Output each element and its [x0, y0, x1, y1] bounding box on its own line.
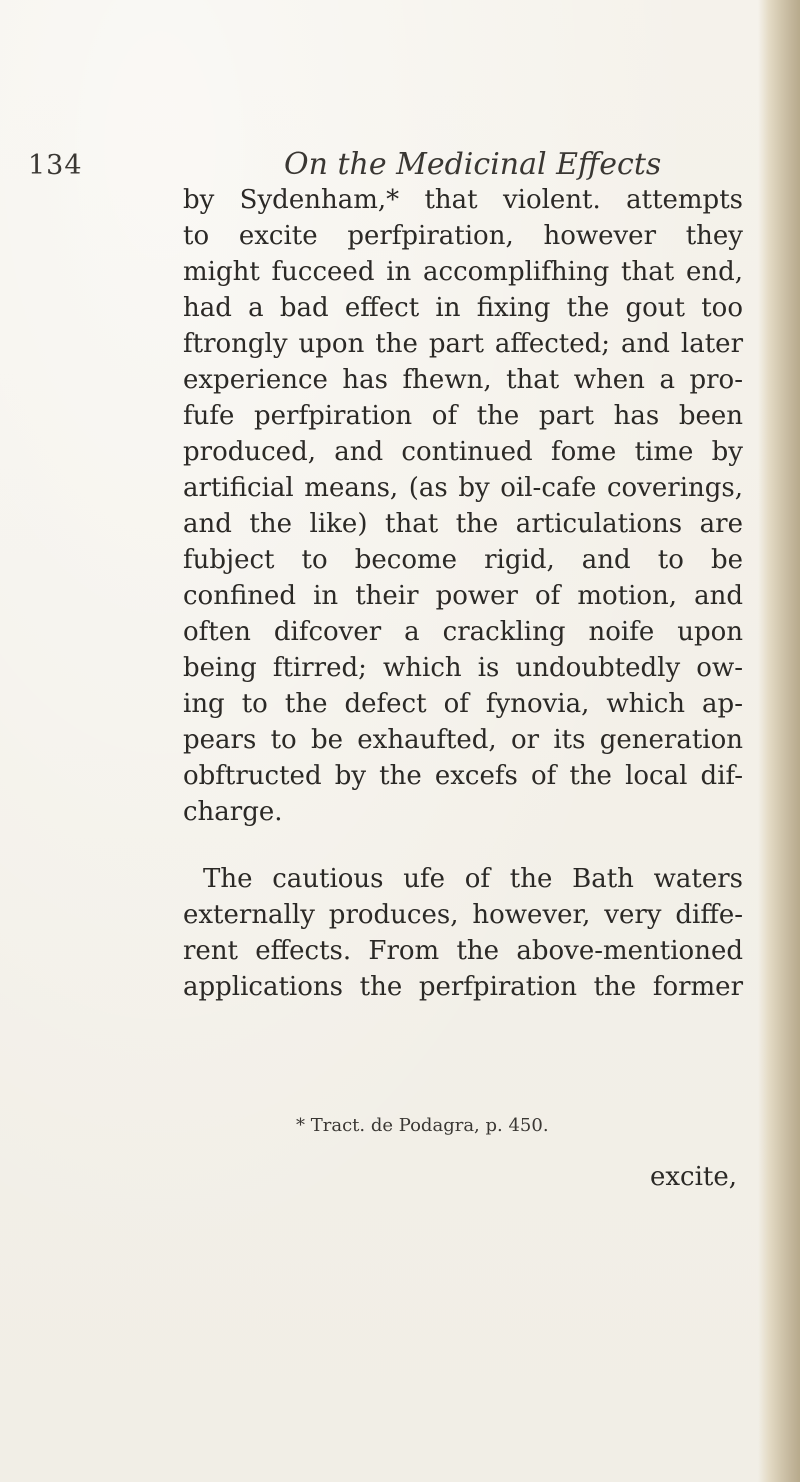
text-line: by Sydenham,* that violent. attempts	[183, 185, 743, 215]
text-line: to excite perfpiration, however they	[183, 221, 743, 251]
text-line: and the like) that the articulations are	[183, 509, 743, 539]
body-text	[183, 182, 743, 1005]
text-line: might fucceed in accomplifhing that end,	[183, 257, 743, 287]
text-line: being ftirred; which is undoubtedly ow-	[183, 653, 743, 683]
text-line: ftrongly upon the part affected; and later	[183, 329, 743, 359]
text-line: confined in their power of motion, and	[183, 581, 743, 611]
text-line: charge.	[183, 797, 283, 827]
running-head: On the Medicinal Effects	[284, 147, 662, 182]
text-line: often difcover a crackling noife upon	[183, 617, 743, 647]
page-edge-shadow	[758, 0, 800, 1482]
text-line: ing to the defect of fynovia, which ap-	[183, 689, 743, 719]
paragraph-1	[183, 182, 743, 830]
text-line: applications the perfpiration the former	[183, 972, 743, 1002]
footnote: * Tract. de Podagra, p. 450.	[296, 1115, 549, 1136]
text-line: experience has fhewn, that when a pro-	[183, 365, 743, 395]
text-line: The cautious ufe of the Bath waters	[203, 864, 743, 894]
text-line: fufe perfpiration of the part has been	[183, 401, 743, 431]
text-line: had a bad effect in fixing the gout too	[183, 293, 743, 323]
paragraph-2	[183, 861, 743, 1005]
text-line: produced, and continued fome time by	[183, 437, 743, 467]
catchword: excite,	[650, 1162, 738, 1192]
text-line: fubject to become rigid, and to be	[183, 545, 743, 575]
text-line: externally produces, however, very diffe-	[183, 900, 743, 930]
text-line: artificial means, (as by oil-cafe coverings,	[183, 473, 743, 503]
paragraph-gap	[183, 830, 743, 861]
page-number: 134	[28, 150, 83, 181]
text-line: obftructed by the excefs of the local dif-	[183, 761, 743, 791]
text-line: pears to be exhaufted, or its generation	[183, 725, 743, 755]
text-line: rent effects. From the above-mentioned	[183, 936, 743, 966]
